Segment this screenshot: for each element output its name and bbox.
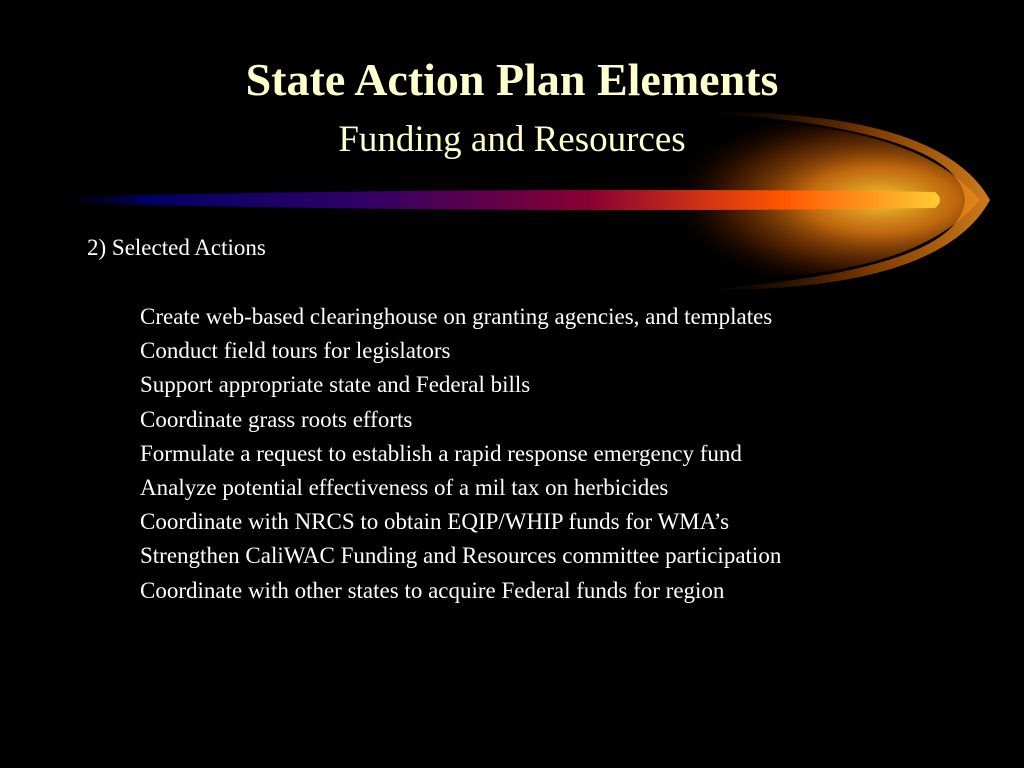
action-item: Conduct field tours for legislators: [140, 338, 451, 364]
action-item: Coordinate with other states to acquire Federal funds for region: [140, 577, 725, 603]
action-item: Strengthen CaliWAC Funding and Resources committee participation: [140, 543, 782, 569]
action-item: Support appropriate state and Federal bills: [140, 372, 531, 398]
action-item: Coordinate with NRCS to obtain EQIP/WHIP funds for WMA’s: [140, 509, 730, 535]
action-item: Formulate a request to establish a rapid response emergency fund: [140, 440, 742, 466]
action-item: Create web-based clearinghouse on granting agencies, and templates: [140, 304, 773, 329]
comet-tail: [60, 190, 940, 210]
slide-subtitle: Funding and Resources: [338, 119, 686, 160]
action-list: [140, 300, 781, 608]
slide-title: State Action Plan Elements: [245, 54, 779, 105]
action-item: Analyze potential effectiveness of a mil tax on herbicides: [140, 475, 669, 501]
section-heading: 2) Selected Actions: [87, 235, 266, 260]
action-item: Coordinate grass roots efforts: [140, 406, 413, 432]
